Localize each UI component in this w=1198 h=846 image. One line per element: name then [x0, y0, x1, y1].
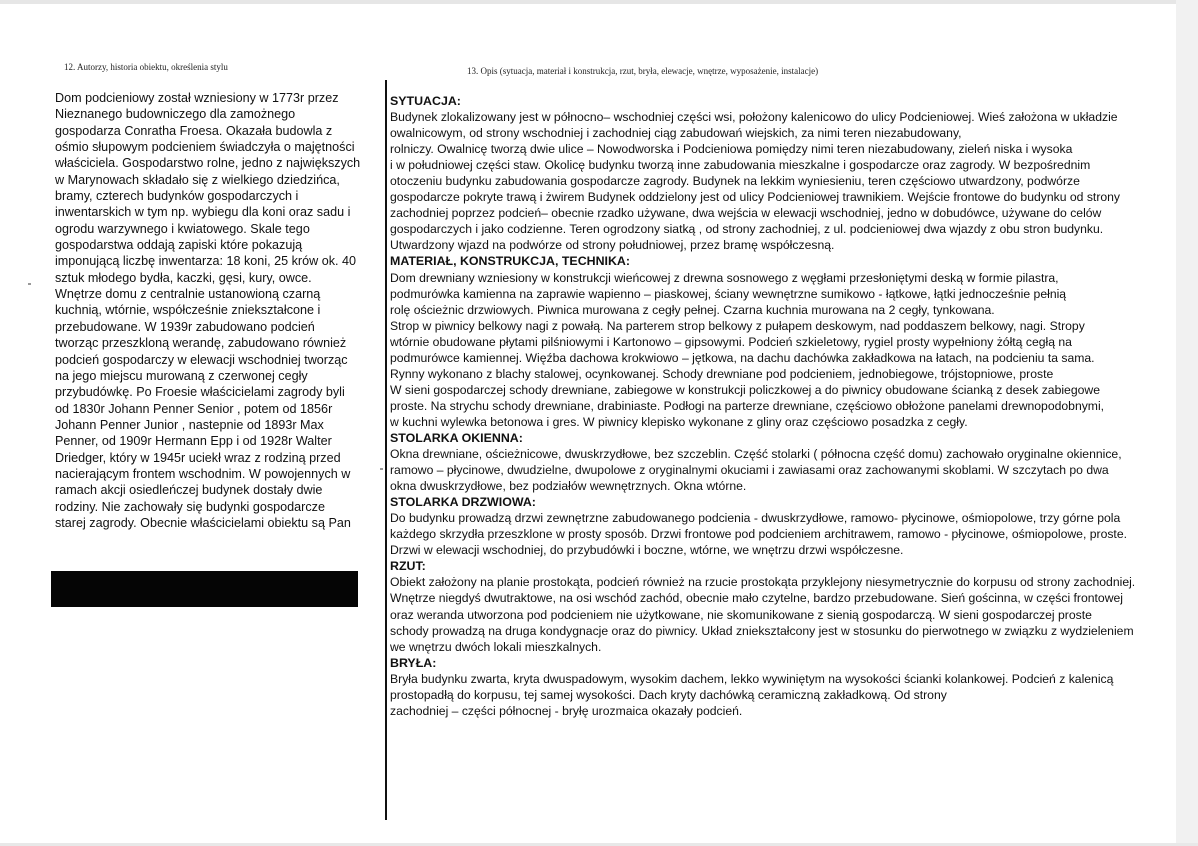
description-text-line: Utwardzony wjazd na podwórze od strony południowej, przez bramę współczesną.: [390, 238, 835, 253]
description-text-line: Wnętrze niegdyś dwutraktowe, na osi wschód zachód, obecnie mało czytelne, bardzo przebudowane. Sień gościnna, w części frontowej: [390, 591, 1123, 606]
history-text-line: Johann Penner Junior , nastepnie od 1893r Max: [55, 417, 324, 432]
history-text-line: przebudowane. W 1939r zabudowano podcień: [55, 319, 315, 334]
description-text-line: wtórnie obudowane płytami pilśniowymi i Kartonowo – gipsowymi. Podcień szkieletowy, rygiel prosty wypełniony żółtą cegłą na: [390, 334, 1072, 349]
history-text-line: inwentarskich w tym np. wybiegu dla koni oraz sadu i: [55, 205, 351, 220]
history-text-line: podcień gospodarczy w elewacji wschodniej tworząc: [55, 352, 348, 367]
history-text-line: Nieznanego budowniczego dla zamożnego: [55, 107, 296, 122]
description-text-line: gospodarczych i jako codzienne. Teren ogrodzony siatką , od strony zachodniej, z ul. podcieniowej dwa wjazdy z obu stron budynku.: [390, 222, 1104, 237]
history-text-line: Penner, od 1909r Hermann Epp i od 1928r Walter: [55, 434, 332, 449]
description-text-line: Okna drewniane, ościeżnicowe, dwuskrzydłowe, bez szczeblin. Część stolarki ( północna część domu) zachowało oryginalne okiennice,: [390, 447, 1122, 462]
section-heading: BRYŁA:: [390, 655, 437, 670]
history-text-column: [55, 90, 367, 531]
history-text-line: od 1830r Johann Penner Senior , potem od 1856r: [55, 401, 333, 416]
history-text-line: właściciela. Gospodarstwo rolne, jedno z największych: [55, 156, 361, 171]
description-text-line: zachodniej – części północnej - bryłę urozmaica okazały podcień.: [390, 703, 743, 718]
history-text-line: w Marynowach składało się z wielkiego dziedzińca,: [55, 172, 340, 187]
history-text-line: kuchnią, wtórnie, współcześnie zniekształcone i: [55, 303, 321, 318]
description-text-line: gospodarcze pokryte trawą i żwirem Budynek oddzielony jest od ulicy Podcieniowej trawnikiem. Wejście frontowe do budynku od strony: [390, 190, 1121, 205]
description-text-line: proste. Na strychu schody drewniane, drabiniaste. Podłogi na parterze drewniane, częściowo obłożone panelami drewnopodobnymi,: [390, 398, 1105, 413]
description-text-line: Budynek zlokalizowany jest w północno– wschodniej części wsi, położony kalenicowo do ulicy Podcieniowej. Wieś założona w układzie: [390, 110, 1118, 125]
description-text-line: Strop w piwnicy belkowy nagi z powałą. Na parterem strop belkowy z pułapem deskowym, nad poddaszem belkowy, nagi. Stropy: [390, 318, 1085, 333]
section-heading: STOLARKA OKIENNA:: [390, 430, 523, 445]
description-text-line: W sieni gospodarczej schody drewniane, zabiegowe w konstrukcji policzkowej a do piwnicy obudowane ścianką z desek zabiegowe: [390, 382, 1100, 397]
description-text-line: rolniczy. Owalnicę tworzą dwie ulice – Nowodworska i Podcieniowa pomiędzy nimi teren niezabudowany, zieleń niska i wysoka: [390, 142, 1073, 157]
description-text-line: oraz weranda utworzona pod podcieniem nie użytkowane, nie skomunikowane z sienią gospodarczą. W sieni gospodarczej proste: [390, 607, 1092, 622]
description-text-line: ramowo – płycinowe, dwudzielne, dwupolowe z oryginalnymi okuciami i zawiasami oraz zachowanymi skoblami. W szczytach po dwa: [390, 463, 1109, 478]
history-text-line: gospodarstwa oddają zapiski które pokazują: [55, 238, 303, 253]
description-text-line: podmurówka kamienna na zaprawie wapienno – piaskowej, ściany wewnętrzne sumikowo - łątkowe, łątki jednocześnie pełnią: [390, 286, 1067, 301]
description-text-line: otoczeniu budynku zabudowania gospodarcze zagrody. Budynek na lekkim wyniesieniu, teren częściowo utwardzony, podwórze: [390, 174, 1080, 189]
description-text-line: zachodniej poprzez podcień– obecnie rzadko używane, dwa wejścia w elewacji wschodniej, jedno w dobudówce, używane do celów: [390, 206, 1102, 221]
section-13-heading: 13. Opis (sytuacja, materiał i konstrukcja, rzut, bryła, elewacje, wnętrze, wyposażenie, instalacje): [467, 66, 819, 76]
history-text-line: Wnętrze domu z centralnie ustanowioną czarną: [55, 287, 321, 302]
description-text-column: [390, 93, 1180, 719]
description-text-line: każdego skrzydła przeszklone w prosty sposób. Drzwi frontowe pod podcieniem architrawem, ramowo - płycinowe, ośmiopolowe, proste.: [390, 527, 1127, 542]
description-text-line: okna dwuskrzydłowe, bez podziałów wewnętrznych. Okna wtórne.: [390, 479, 747, 494]
history-text-line: ośmio słupowym podcieniem świadczyła o majętności: [55, 140, 355, 155]
section-heading: STOLARKA DRZWIOWA:: [390, 495, 536, 510]
section-heading: RZUT:: [390, 559, 426, 574]
description-text-line: podmurówce kamiennej. Więźba dachowa krokwiowo – jętkowa, na dachu dachówka zakładkowa na łatach, na podcieniu ta sama.: [390, 350, 1095, 365]
section-heading: MATERIAŁ, KONSTRUKCJA, TECHNIKA:: [390, 254, 631, 269]
section-12-heading: 12. Autorzy, historia obiektu, określenia stylu: [64, 62, 228, 72]
history-text-line: na jego miejscu murowaną z czerwonej cegły: [55, 368, 308, 383]
description-text-line: Obiekt założony na planie prostokąta, podcień również na rzucie prostokąta przyklejony niesymetrycznie do korpusu od strony zachodniej.: [390, 575, 1136, 590]
history-text-line: sztuk młodego bydła, kaczki, gęsi, kury, owce.: [55, 270, 312, 285]
description-text-line: Rynny wykonano z blachy stalowej, ocynkowanej. Schody drewniane pod podcieniem, jednobiegowe, trójstopniowe, proste: [390, 366, 1054, 381]
description-text-line: Dom drewniany wzniesiony w konstrukcji wieńcowej z drewna sosnowego z węgłami przesłoniętymi deską w formie pilastra,: [390, 270, 1059, 285]
section-heading: SYTUACJA:: [390, 94, 461, 108]
scan-edge-top: [0, 0, 1198, 4]
description-text-line: prostopadłą do korpusu, tej samej wysokości. Dach kryty dachówką ceramiczną zakładkową. Od strony: [390, 687, 947, 702]
description-text-line: we wnętrzu dwóch lokali mieszkalnych.: [390, 639, 602, 654]
description-text-line: w kuchni wylewka betonowa i gres. W piwnicy klepisko wykonane z gliny oraz częściowo posadzka z cegły.: [390, 414, 968, 429]
description-text-line: schody prowadzą na druga kondygnacje oraz do piwnicy. Układ zniekształcony jest w stosunku do pierwotnego w związku z wydzieleniem: [390, 623, 1134, 638]
description-text-line: Drzwi w elewacji wschodniej, do przybudówki i boczne, wtórne, we wnętrzu drzwi współczesne.: [390, 543, 904, 558]
history-text-line: bramy, czterech budynków gospodarczych i: [55, 189, 299, 204]
description-text-line: Bryła budynku zwarta, kryta dwuspadowym, wysokim dachem, lekko wywiniętym na wysokości ścianki kolankowej. Podcień z kalenicą: [390, 671, 1114, 686]
description-text-line: Do budynku prowadzą drzwi zewnętrzne zabudowanego podcienia - dwuskrzydłowe, ramowo- płycinowe, ośmiopolowe, trzy górne pola: [390, 511, 1121, 526]
description-text-line: owalnicowym, od strony wschodniej i zachodniej ciąg zabudowań wiejskich, za nimi teren niezabudowany,: [390, 126, 962, 141]
history-text-line: Dom podcieniowy został wzniesiony w 1773r przez: [55, 91, 339, 105]
history-text-line: Driedger, który w 1945r uciekł wraz z rodziną przed: [55, 450, 341, 465]
history-text-line: tworząc przeszkloną werandę, zabudowano również: [55, 336, 347, 351]
history-text-line: przybudówkę. Po Froesie właścicielami zagrody byli: [55, 385, 345, 400]
history-text-line: ogrodu warzywnego i kwiatowego. Skale tego: [55, 221, 310, 236]
history-text-line: gospodarza Conratha Froesa. Okazała budowla z: [55, 123, 333, 138]
description-text-line: i w południowej części staw. Okolicę budynku tworzą inne zabudowania mieszkalne i gospodarcze oraz zagrody. W bezpośrednim: [390, 158, 1091, 173]
history-text-line: imponującą liczbę inwentarza: 18 koni, 25 krów ok. 40: [55, 254, 357, 269]
history-text-line: starej zagrody. Obecnie właścicielami obiektu są Pan: [55, 515, 351, 530]
redaction-bar: [51, 571, 358, 607]
scan-speck: [380, 468, 383, 470]
history-text-line: ramach akcji osiedleńczej budynek dostały dwie: [55, 483, 323, 498]
column-divider: [385, 80, 387, 820]
description-text-line: rolę ościeżnic drzwiowych. Piwnica murowana z cegły pełnej. Czarna kuchnia murowana na 2 cegły, tynkowana.: [390, 302, 995, 317]
history-text-line: nacierającym frontem wschodnim. W powojennych w: [55, 466, 351, 481]
history-text-line: rodziny. Nie zachowały się budynki gospodarcze: [55, 499, 325, 514]
scan-speck: [28, 283, 31, 285]
